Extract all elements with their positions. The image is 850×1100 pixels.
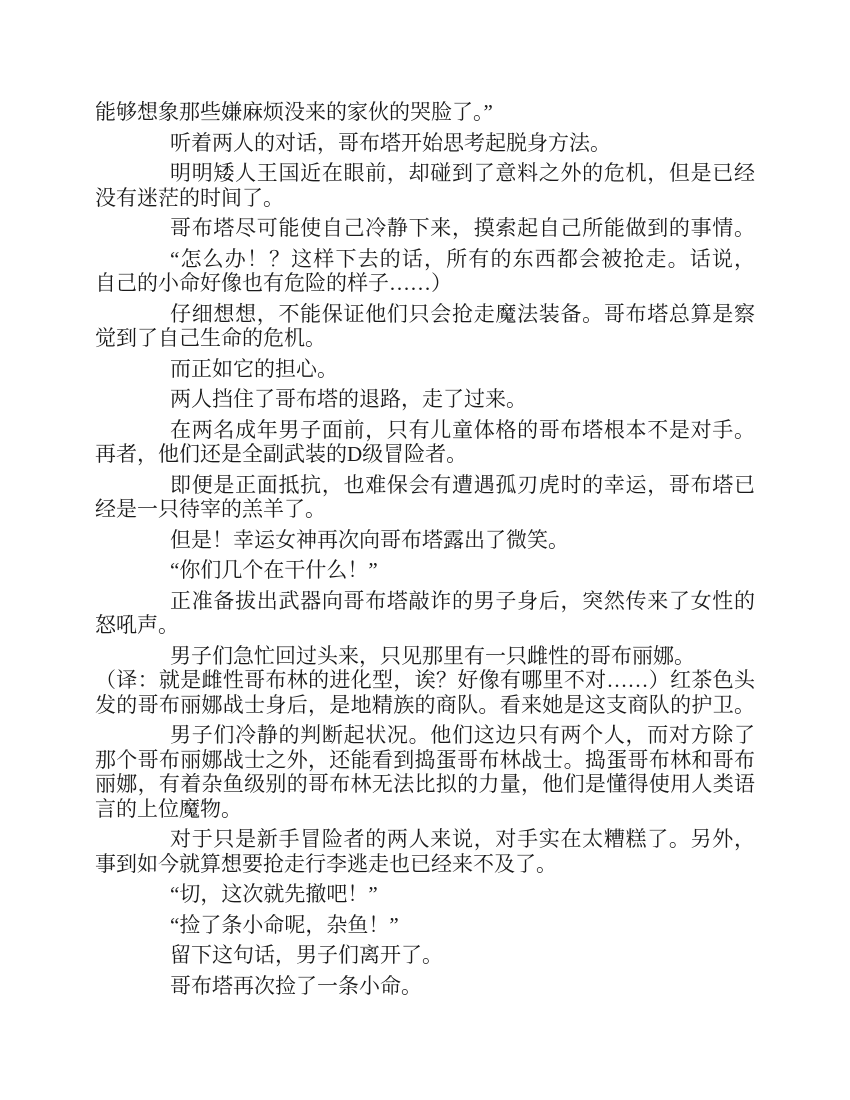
text-line: 哥布塔再次捡了一条小命。 [170, 973, 422, 998]
text-line: 两人挡住了哥布塔的退路，走了过来。 [170, 387, 527, 411]
paragraph [95, 882, 755, 907]
text-line: 即便是正面抵抗，也难保会有遭遇孤刃虎时的幸运，哥布塔已 [170, 472, 755, 497]
text-line: 听着两人的对话，哥布塔开始思考起脱身方法。 [170, 130, 611, 155]
paragraph [95, 418, 755, 467]
text-line: 但是！幸运女神再次向哥布塔露出了微笑。 [170, 527, 569, 552]
text-line: 在两名成年男子面前，只有儿童体格的哥布塔根本不是对手。 [170, 417, 755, 442]
paragraph [95, 558, 755, 583]
text-line: 言的上位魔物。 [95, 796, 242, 821]
text-line: 觉到了自己生命的危机。 [95, 326, 326, 350]
text-line: 丽娜，有着杂鱼级别的哥布林无法比拟的力量，他们是懂得使用人类语 [95, 772, 755, 796]
paragraph [95, 943, 755, 968]
paragraph [95, 216, 755, 241]
text-line: “切，这次就先撤吧！” [170, 882, 378, 906]
text-line: 怒吼声。 [95, 613, 179, 637]
paragraph [95, 913, 755, 938]
text-line: 而正如它的担心。 [170, 356, 338, 381]
paragraph [95, 357, 755, 382]
text-line: “怎么办！？这样下去的话，所有的东西都会被抢走。话说， [170, 246, 755, 271]
text-line: 事到如今就算想要抢走行李逃走也已经来不及了。 [95, 851, 557, 876]
paragraph [95, 723, 755, 821]
paragraph [95, 161, 755, 210]
text-line: 男子们冷静的判断起状况。他们这边只有两个人，而对方除了 [170, 723, 755, 747]
paragraph [95, 131, 755, 156]
text-line: 男子们急忙回过头来，只见那里有一只雌性的哥布丽娜。 [170, 643, 695, 668]
paragraph [95, 827, 755, 876]
paragraph [95, 387, 755, 412]
text-line: （译：就是雌性哥布林的进化型，诶？好像有哪里不对……）红茶色头 [95, 668, 755, 692]
paragraph [95, 302, 755, 351]
text-line: 留下这句话，男子们离开了。 [170, 943, 443, 967]
paragraph [95, 100, 755, 125]
text-line: 经是一只待宰的羔羊了。 [95, 497, 326, 521]
text-line: “捡了条小命呢，杂鱼！” [170, 912, 399, 937]
text-line: 那个哥布丽娜战士之外，还能看到捣蛋哥布林战士。捣蛋哥布林和哥布 [95, 747, 755, 772]
text-line: 仔细想想，不能保证他们只会抢走魔法装备。哥布塔总算是察 [170, 301, 755, 326]
text-line: 明明矮人王国近在眼前，却碰到了意料之外的危机，但是已经 [170, 161, 755, 185]
paragraph [95, 247, 755, 296]
text-line: 再者，他们还是全副武装的D级冒险者。 [95, 442, 468, 466]
text-line: 哥布塔尽可能使自己冷静下来，摸索起自己所能做到的事情。 [170, 216, 755, 240]
text-line: 发的哥布丽娜战士身后，是地精族的商队。看来她是这支商队的护卫。 [95, 692, 755, 717]
text-line: 自己的小命好像也有危险的样子……） [95, 271, 452, 295]
text-line: 没有迷茫的时间了。 [95, 185, 284, 210]
text-line: 对于只是新手冒险者的两人来说，对手实在太糟糕了。另外， [170, 827, 755, 851]
text-line: 能够想象那些嫌麻烦没来的家伙的哭脸了。” [95, 100, 493, 124]
text-block [95, 100, 755, 1004]
paragraph [95, 974, 755, 999]
paragraph [95, 528, 755, 553]
paragraph [95, 473, 755, 522]
paragraph [95, 589, 755, 638]
text-line: 正准备拔出武器向哥布塔敲诈的男子身后，突然传来了女性的 [170, 588, 755, 613]
text-line: “你们几个在干什么！” [170, 558, 378, 582]
paragraph [95, 644, 755, 718]
